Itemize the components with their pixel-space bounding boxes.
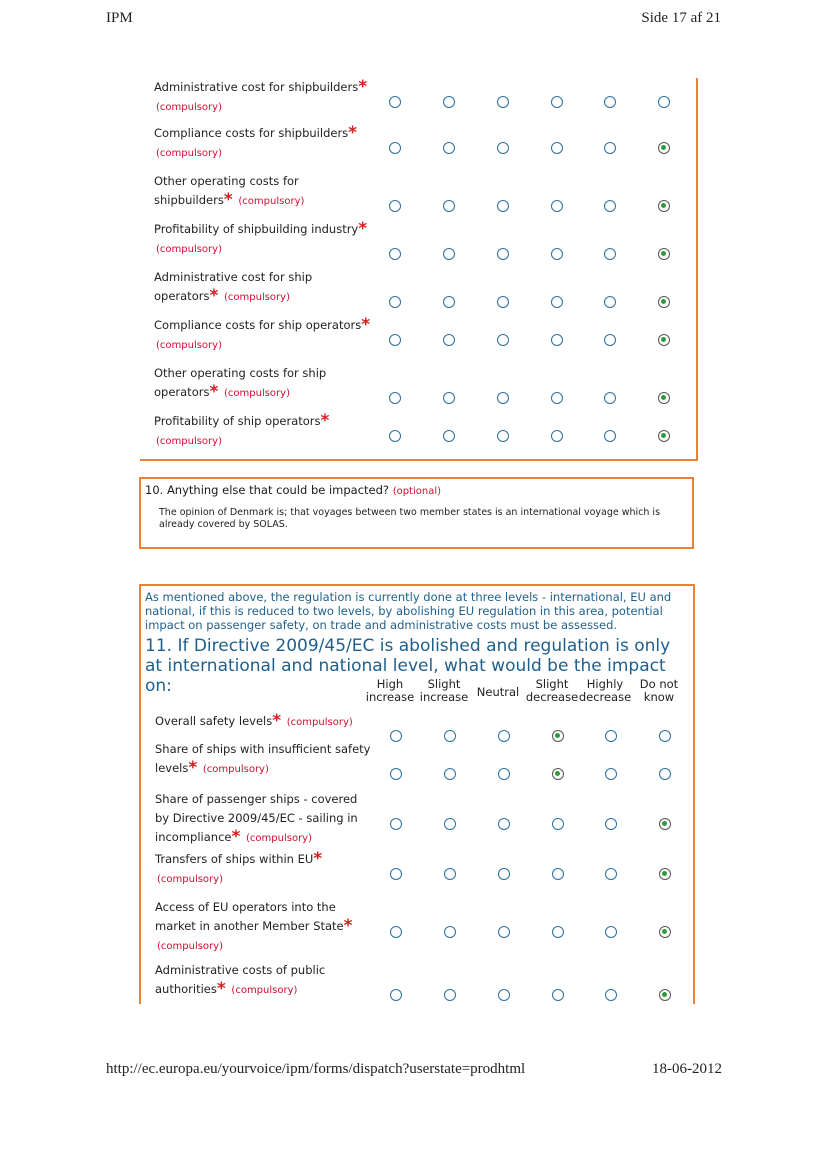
radio-option-2[interactable]: [497, 96, 509, 108]
column-header: High increase: [365, 677, 415, 704]
radio-option-3[interactable]: [552, 989, 564, 1001]
required-star-icon: *: [209, 286, 219, 306]
required-star-icon: *: [320, 411, 330, 431]
question-10-panel: [139, 477, 694, 549]
question-11-intro: As mentioned above, the regulation is currently done at three levels - international, EU and national, if this is reduced to two levels, by abolishing EU regulation in this area, potential impact on passenger safety, on trade and administrative costs must be assessed.: [145, 590, 672, 632]
radio-option-1[interactable]: [444, 730, 456, 742]
radio-option-0[interactable]: [389, 248, 401, 260]
required-star-icon: *: [358, 219, 368, 239]
required-tag: (compulsory): [157, 941, 223, 952]
required-star-icon: *: [272, 711, 282, 731]
required-star-icon: *: [209, 382, 219, 402]
radio-option-1[interactable]: [443, 430, 455, 442]
question-row-label: Share of ships with insufficient safety levels* (compulsory): [155, 742, 371, 778]
question-row-label: Other operating costs for shipbuilders* (compulsory): [154, 174, 305, 210]
radio-option-1[interactable]: [443, 248, 455, 260]
radio-option-0[interactable]: [390, 730, 402, 742]
radio-option-5[interactable]: [658, 248, 670, 260]
question-10-answer-textarea[interactable]: The opinion of Denmark is; that voyages between two member states is an international voyage which is already covered by SOLAS.: [159, 507, 661, 530]
question-row-label: Profitability of ship operators* (compulsory): [154, 411, 330, 447]
required-tag: (compulsory): [156, 436, 222, 447]
radio-option-2[interactable]: [497, 334, 509, 346]
radio-option-5[interactable]: [658, 296, 670, 308]
radio-option-2[interactable]: [497, 392, 509, 404]
required-tag: (compulsory): [202, 764, 269, 775]
radio-option-2[interactable]: [498, 989, 510, 1001]
question-row-label: Profitability of shipbuilding industry* (compulsory): [154, 219, 368, 255]
radio-option-5[interactable]: [658, 430, 670, 442]
radio-option-2[interactable]: [498, 768, 510, 780]
radio-option-2[interactable]: [497, 142, 509, 154]
radio-option-1[interactable]: [443, 142, 455, 154]
column-header: Slight increase: [419, 677, 469, 704]
radio-option-1[interactable]: [444, 868, 456, 880]
radio-option-4[interactable]: [605, 989, 617, 1001]
column-header: Do not know: [639, 677, 679, 704]
required-star-icon: *: [348, 123, 358, 143]
column-header: Slight decrease: [525, 677, 579, 704]
radio-option-2[interactable]: [498, 926, 510, 938]
radio-option-4[interactable]: [605, 768, 617, 780]
required-tag: (compulsory): [238, 196, 305, 207]
radio-option-3[interactable]: [552, 768, 564, 780]
radio-option-0[interactable]: [390, 926, 402, 938]
radio-option-4[interactable]: [605, 730, 617, 742]
radio-option-1[interactable]: [444, 818, 456, 830]
radio-option-0[interactable]: [389, 142, 401, 154]
radio-option-3[interactable]: [551, 296, 563, 308]
radio-option-0[interactable]: [390, 818, 402, 830]
radio-option-2[interactable]: [497, 296, 509, 308]
radio-option-3[interactable]: [551, 200, 563, 212]
radio-option-5[interactable]: [659, 989, 671, 1001]
radio-option-3[interactable]: [551, 392, 563, 404]
radio-option-4[interactable]: [604, 430, 616, 442]
question-row-label: Compliance costs for shipbuilders* (compulsory): [154, 123, 358, 159]
radio-option-5[interactable]: [659, 818, 671, 830]
radio-option-3[interactable]: [552, 818, 564, 830]
radio-option-5[interactable]: [658, 334, 670, 346]
radio-option-3[interactable]: [552, 926, 564, 938]
column-header: Highly decrease: [578, 677, 632, 704]
radio-option-0[interactable]: [389, 334, 401, 346]
question-row-label: Overall safety levels* (compulsory): [155, 711, 353, 731]
radio-option-2[interactable]: [498, 730, 510, 742]
radio-option-1[interactable]: [443, 200, 455, 212]
radio-option-3[interactable]: [551, 334, 563, 346]
required-tag: (compulsory): [156, 244, 222, 255]
radio-option-3[interactable]: [551, 248, 563, 260]
radio-option-4[interactable]: [604, 334, 616, 346]
radio-option-5[interactable]: [659, 730, 671, 742]
radio-option-3[interactable]: [551, 430, 563, 442]
radio-option-5[interactable]: [658, 200, 670, 212]
radio-option-4[interactable]: [605, 926, 617, 938]
required-tag: (compulsory): [156, 340, 222, 351]
radio-option-4[interactable]: [604, 248, 616, 260]
radio-option-5[interactable]: [658, 392, 670, 404]
column-header: Neutral: [476, 685, 520, 699]
radio-option-4[interactable]: [604, 296, 616, 308]
required-tag: (compulsory): [224, 292, 290, 303]
required-star-icon: *: [216, 979, 226, 999]
radio-option-3[interactable]: [551, 96, 563, 108]
radio-option-5[interactable]: [659, 768, 671, 780]
required-star-icon: *: [358, 77, 368, 97]
radio-option-1[interactable]: [443, 392, 455, 404]
radio-option-2[interactable]: [498, 868, 510, 880]
required-tag: (compulsory): [231, 985, 298, 996]
radio-option-1[interactable]: [444, 926, 456, 938]
required-star-icon: *: [231, 827, 241, 847]
radio-option-4[interactable]: [605, 868, 617, 880]
radio-option-0[interactable]: [390, 868, 402, 880]
required-tag: (compulsory): [286, 717, 353, 728]
radio-option-0[interactable]: [389, 96, 401, 108]
radio-option-0[interactable]: [389, 200, 401, 212]
question-10-title: 10. Anything else that could be impacted? (optional): [145, 483, 442, 497]
radio-option-1[interactable]: [443, 296, 455, 308]
required-tag: (compulsory): [246, 833, 312, 844]
radio-option-0[interactable]: [389, 392, 401, 404]
header-page-number: Side 17 af 21: [641, 10, 721, 26]
radio-option-4[interactable]: [605, 818, 617, 830]
footer-date: 18-06-2012: [652, 1061, 722, 1077]
header-app-name: IPM: [106, 10, 133, 26]
radio-option-2[interactable]: [497, 430, 509, 442]
radio-option-0[interactable]: [389, 296, 401, 308]
question-row-label: Administrative costs of public authorities* (compulsory): [155, 963, 326, 999]
radio-option-3[interactable]: [551, 142, 563, 154]
question-row-label: Other operating costs for ship operators* (compulsory): [154, 366, 327, 402]
radio-option-0[interactable]: [390, 768, 402, 780]
radio-option-2[interactable]: [497, 200, 509, 212]
question-row-label: Transfers of ships within EU* (compulsory): [155, 849, 323, 885]
radio-option-4[interactable]: [604, 142, 616, 154]
footer-url: http://ec.europa.eu/yourvoice/ipm/forms/dispatch?userstate=prodhtml: [106, 1061, 526, 1077]
required-tag: (compulsory): [224, 388, 290, 399]
question-9-panel: [140, 78, 698, 461]
radio-option-5[interactable]: [658, 142, 670, 154]
question-row-label: Access of EU operators into the market in another Member State* (compulsory): [155, 900, 353, 952]
radio-option-1[interactable]: [444, 989, 456, 1001]
question-11-panel: [139, 584, 695, 1004]
radio-option-5[interactable]: [659, 926, 671, 938]
question-11-title: 11. If Directive 2009/45/EC is abolished and regulation is only at international and national level, what would be the impact on:: [145, 636, 671, 696]
radio-option-1[interactable]: [444, 768, 456, 780]
radio-option-3[interactable]: [552, 868, 564, 880]
required-tag: (compulsory): [156, 102, 222, 113]
question-row-label: Administrative cost for ship operators* (compulsory): [154, 270, 313, 306]
question-row-label: Share of passenger ships - covered by Directive 2009/45/EC - sailing in incompliance* (compulsory): [155, 792, 358, 847]
radio-option-5[interactable]: [658, 96, 670, 108]
radio-option-4[interactable]: [604, 392, 616, 404]
required-star-icon: *: [223, 190, 233, 210]
radio-option-2[interactable]: [497, 248, 509, 260]
question-row-label: Administrative cost for shipbuilders* (compulsory): [154, 77, 368, 113]
radio-option-0[interactable]: [389, 430, 401, 442]
radio-option-4[interactable]: [604, 200, 616, 212]
radio-option-3[interactable]: [552, 730, 564, 742]
radio-option-0[interactable]: [390, 989, 402, 1001]
required-tag: (compulsory): [156, 148, 222, 159]
required-star-icon: *: [188, 758, 198, 778]
radio-option-5[interactable]: [659, 868, 671, 880]
required-star-icon: *: [313, 849, 323, 869]
required-star-icon: *: [361, 315, 371, 335]
required-star-icon: *: [343, 916, 353, 936]
radio-option-1[interactable]: [443, 96, 455, 108]
optional-tag: (optional): [392, 486, 442, 497]
radio-option-4[interactable]: [604, 96, 616, 108]
required-tag: (compulsory): [157, 874, 223, 885]
question-row-label: Compliance costs for ship operators* (compulsory): [154, 315, 371, 351]
radio-option-1[interactable]: [443, 334, 455, 346]
radio-option-2[interactable]: [498, 818, 510, 830]
